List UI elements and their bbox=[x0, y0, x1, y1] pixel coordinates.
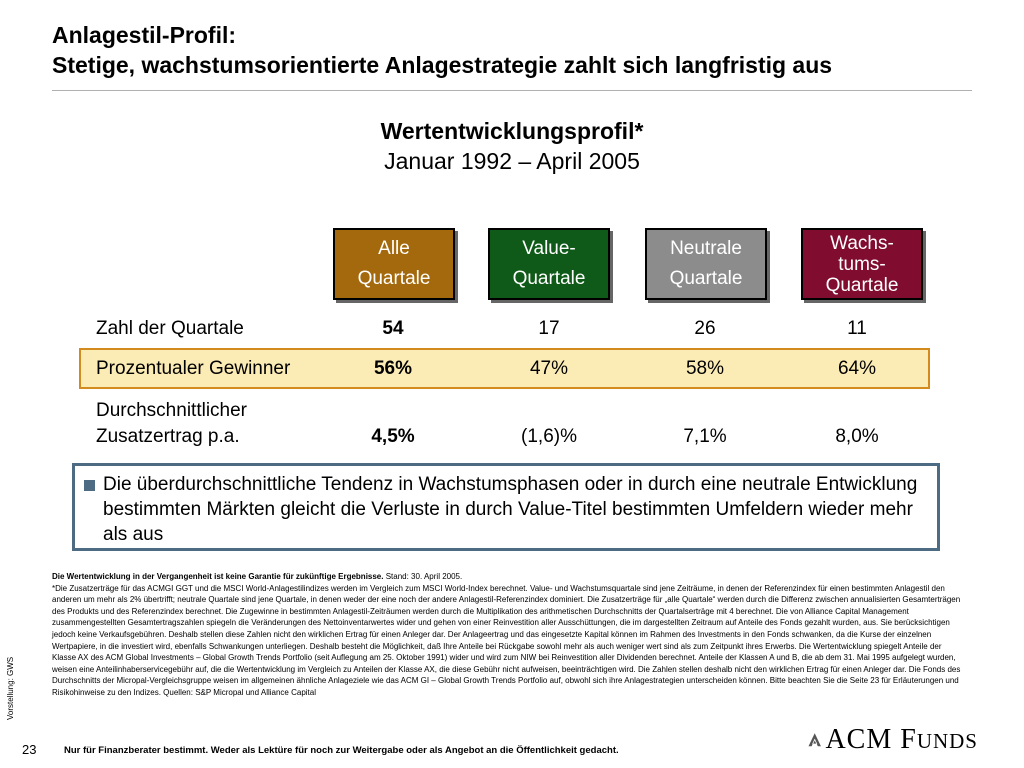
cell-value: 8,0% bbox=[835, 426, 879, 447]
footnote-heading: Die Wertentwicklung in der Vergangenheit ist keine Garantie für zukünftige Ergebnisse. bbox=[52, 572, 384, 581]
footnote-stand: Stand: 30. April 2005. bbox=[383, 572, 463, 581]
section-title: Wertentwicklungsprofil* bbox=[380, 118, 644, 144]
side-credit: Vorstellung: GWS bbox=[6, 656, 15, 720]
cell-value: 17 bbox=[538, 318, 560, 339]
summary-note bbox=[72, 463, 940, 551]
cell-value: 47% bbox=[529, 358, 569, 379]
column-header-line: Quartale bbox=[357, 268, 431, 289]
page-title bbox=[52, 20, 1022, 80]
cell-value: 7,1% bbox=[683, 426, 727, 447]
section-period: Januar 1992 – April 2005 bbox=[384, 148, 640, 174]
column-header-line: tums- bbox=[838, 253, 886, 275]
cell-value: 11 bbox=[847, 318, 867, 339]
column-header-line: Value- bbox=[522, 238, 576, 259]
column-header-wachstums-quartale bbox=[801, 228, 923, 300]
column-header-line: Alle bbox=[378, 238, 410, 259]
cell-value: 64% bbox=[837, 358, 877, 379]
title-line-1: Anlagestil-Profil: bbox=[52, 22, 237, 48]
column-header-line: Quartale bbox=[669, 268, 743, 289]
row-label-zusatzertrag bbox=[96, 398, 247, 450]
column-header-alle-quartale bbox=[333, 228, 455, 300]
summary-note-text: Die überdurchschnittliche Tendenz in Wachstumsphasen oder in durch eine neutrale Entwicklung bestimmten Märkten gleicht die Verluste in durch Value-Titel bestimmten Umfeldern wieder mehr als aus bbox=[103, 474, 918, 545]
cell-value: 56% bbox=[373, 358, 413, 379]
row-label-prozentualer-gewinner: Prozentualer Gewinner bbox=[96, 358, 291, 379]
row-label-line: Zusatzertrag p.a. bbox=[96, 426, 240, 447]
footnote-body: *Die Zusatzerträge für das ACMGI GGT und die MSCI World-Anlagestilindizes werden im Vergleich zum MSCI World-Index berechnet. Value- und Wachstumsquartale sind jene Zeiträume, in denen der Referenzindex für einen bestimmten Anlagestil den anderen um mehr als 2% übertrifft; neutrale Quartale sind jene Quartale, in denen weder der eine noch der andere Anlagestil-Referenzindex dominiert. Die Zusatzerträge für „alle Quartale“ werden durch die Differenz zwischen annualisierten Gesamterträgen des Produkts und des Referenzindex berechnet. Die Zugewinne in bestimmten Anlagestil-Zeiträumen werden durch die Multiplikation des arithmetischen Durchschnitts der Quartalserträge mit 4 berechnet. Die von Alliance Capital Management zusammengestellten Gesamtertragszahlen spiegeln die Veränderungen des Nettoinventarwertes wider und gehen von einer Reinvestition aller Ausschüttungen, die im dargestellten Zeitraum auf Anteile des Fonds gezahlt wurden, aus. Sie berücksichtigen jedoch keine Verkaufsgebühren. Deshalb stellen diese Zahlen nicht den wirklichen Ertrag für einen Anleger dar. Der Anlageertrag und das eingesetzte Kapital können im Rahmen des Investments in den Fonds schwanken, da die Kurse der einzelnen Wertpapiere, in die investiert wird, ebenfalls Schwankungen unterliegen. Deshalb besteht die Möglichkeit, daß Ihre Anteile bei Rückgabe sowohl mehr als auch weniger wert sind als zum Zeitpunkt ihres Erwerbs. Die Wertentwicklung spiegelt Anteile der Klasse AX des ACM Global Investments – Global Growth Trends Portfolio (seit Auflegung am 25. Oktober 1991) wider und wird zum NIW bei Reinvestition aller Dividenden berechnet. Anteile der Klassen A und B, die ab dem 31. Mai 1995 aufgelegt wurden, weisen eine Anteilinhaberservicegebühr auf, die die Wertentwicklung im Vergleich zu Anteilen der Klasse AX, die diese Gebühr nicht aufweisen, beeinträchtigen wird. Die Zahlen stellen deshalb nicht den wirklichen Ertrag für einen Anleger dar. Die Fonds des Durchschnitts der Micropal-Vergleichsgruppe weisen im allgemeinen ähnliche Anlageziele wie das ACM GI – Global Growth Trends Portfolio auf, obwohl sich ihre Anlagestrategien unterscheiden können. Bitte beachten Sie die Seite 23 für Erläuterungen und Risikohinweise zu den Indizes. Quellen: S&P Micropal und Alliance Capital bbox=[52, 583, 961, 697]
column-header-line: Quartale bbox=[825, 274, 899, 296]
page-number: 23 bbox=[22, 742, 37, 757]
footer-disclaimer: Nur für Finanzberater bestimmt. Weder als Lektüre für noch zur Weitergabe oder als Angebot an die Öffentlichkeit gedacht. bbox=[64, 745, 619, 756]
acm-logo-icon bbox=[808, 726, 821, 754]
cell-value: 54 bbox=[382, 318, 404, 339]
logo-text: ACM FUNDS bbox=[825, 724, 978, 755]
row-label-zahl-der-quartale: Zahl der Quartale bbox=[96, 318, 244, 339]
title-line-2: Stetige, wachstumsorientierte Anlagestrategie zahlt sich langfristig aus bbox=[52, 52, 833, 78]
bullet-square-icon bbox=[84, 480, 95, 491]
column-header-neutrale-quartale bbox=[645, 228, 767, 300]
title-divider bbox=[52, 90, 972, 91]
cell-value: 58% bbox=[685, 358, 725, 379]
column-header-line: Wachs- bbox=[830, 232, 894, 254]
footnote bbox=[52, 571, 967, 699]
row-label-line: Durchschnittlicher bbox=[96, 400, 247, 421]
column-header-value-quartale bbox=[488, 228, 610, 300]
cell-value: 26 bbox=[694, 318, 716, 339]
column-header-line: Neutrale bbox=[670, 238, 742, 259]
cell-value: (1,6)% bbox=[521, 426, 577, 447]
acm-funds-logo bbox=[808, 720, 978, 760]
column-header-line: Quartale bbox=[512, 268, 586, 289]
cell-value: 4,5% bbox=[371, 426, 415, 447]
